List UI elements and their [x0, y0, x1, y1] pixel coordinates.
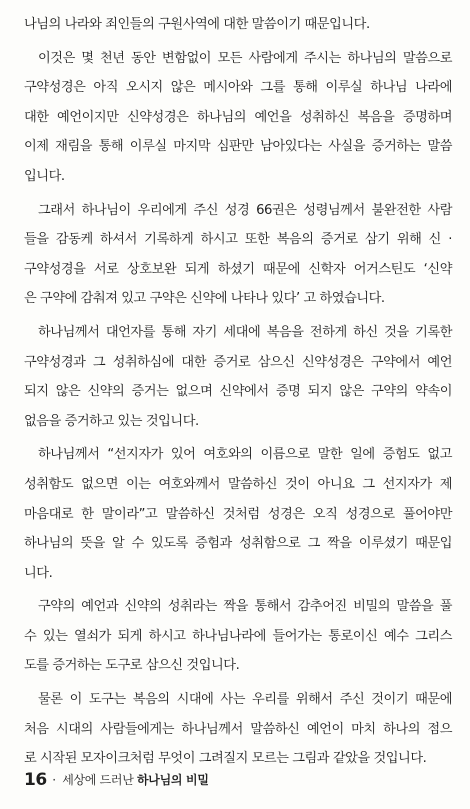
text-line: 이제 재림을 통해 이루실 마지막 심판만 남아있다는 사실을 증거하는 말씀	[24, 139, 452, 155]
text-line: 물론 이 도구는 복음의 시대에 사는 우리를 위해서 주신 것이기 때문에	[38, 692, 452, 708]
text-line: 없음을 증거하고 있는 것입니다.	[24, 413, 199, 429]
text-line: 이것은 몇 천년 동안 변함없이 모든 사람에게 주시는 하나님의 말씀으로	[38, 50, 452, 66]
text-line: 나님의 나라와 죄인들의 구원사역에 대한 말씀이기 때문입니다.	[24, 17, 370, 32]
text-line: 은 구약에 감춰져 있고 구약은 신약에 나타나 있다’ 고 하였습니다.	[24, 291, 385, 307]
paragraph	[24, 44, 452, 192]
body-text	[24, 10, 452, 774]
paragraph	[24, 318, 452, 436]
text-line: 로 시작된 모자이크처럼 무엇이 그려질지 모르는 그림과 같았을 것입니다.	[24, 751, 427, 767]
paragraph-continuation	[24, 10, 452, 40]
text-line: 대한 예언이지만 신약성경은 하나님의 예언을 성취하신 복음을 증명하며	[24, 109, 452, 125]
book-title: 하나님의 비밀	[137, 773, 209, 787]
text-line: 처음 시대의 사람들에게는 하나님께서 말씀하신 예언이 마치 하나의 점으	[24, 721, 452, 737]
page-footer	[24, 770, 209, 790]
text-line: 그래서 하나님이 우리에게 주신 성경 66권은 성령님께서 불완전한 사람	[38, 202, 452, 218]
paragraph	[24, 440, 452, 588]
text-line: 되지 않은 신약의 증거는 없으며 신약에서 증명 되지 않은 구약의 약속이	[24, 384, 452, 400]
text-line: 성취함도 없으면 이는 여호와께서 말씀하신 것이 아니요 그 선지자가 제	[24, 476, 452, 492]
page-number: 16	[24, 770, 47, 790]
text-line: 구약의 예언과 신약의 성취라는 짝을 통해서 감추어진 비밀의 말씀을 풀	[38, 599, 452, 615]
text-line: 도를 증거하는 도구로 삼으신 것입니다.	[24, 658, 240, 674]
text-line: 입니다.	[24, 168, 65, 184]
paragraph	[24, 685, 452, 774]
series-title: 세상에 드러난	[62, 773, 134, 787]
paragraph	[24, 592, 452, 681]
paragraph	[24, 196, 452, 314]
text-line: 하나님께서 “선지자가 있어 여호와의 이름으로 말한 일에 증험도 없고	[38, 447, 452, 463]
footer-separator: ·	[52, 773, 56, 787]
text-line: 구약성경은 아직 오시지 않은 메시아와 그를 통해 이루실 하나님 나라에	[24, 80, 452, 96]
text-line: 니다.	[24, 565, 53, 581]
text-line: 들을 감동케 하셔서 기록하게 하시고 또한 복음의 증거로 삼기 위해 신 ·	[24, 232, 452, 248]
text-line: 구약성경과 그 성취하심에 대한 증거로 삼으신 신약성경은 구약에서 예언	[24, 354, 452, 370]
text-line: 하나님의 뜻을 알 수 있도록 증험과 성취함으로 그 짝을 이루셨기 때문입	[24, 536, 452, 552]
text-line: 마음대로 한 말이라”고 말씀하신 것처럼 성경은 오직 성경으로 풀어야만	[24, 506, 452, 522]
text-line: 수 있는 열쇠가 되게 하시고 하나님나라에 들어가는 통로이신 예수 그리스	[24, 628, 452, 644]
text-line: 구약성경을 서로 상호보완 되게 하셨기 때문에 신학자 어거스틴도 ‘신약	[24, 261, 452, 277]
text-line: 하나님께서 대언자를 통해 자기 세대에 복음을 전하게 하신 것을 기록한	[38, 324, 452, 340]
